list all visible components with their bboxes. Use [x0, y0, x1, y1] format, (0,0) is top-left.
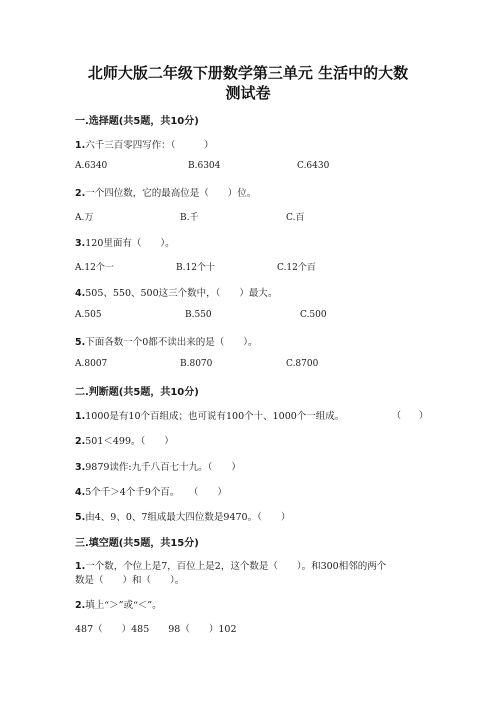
question-number: 1.: [75, 561, 86, 572]
section-heading-fill: 三.填空题(共5题，共15分): [75, 538, 199, 549]
option-a: A.12个一: [75, 263, 114, 273]
option-b: B.6304: [188, 161, 221, 171]
option-b: B.8070: [180, 359, 213, 369]
option-b: B.550: [185, 310, 212, 320]
question-text: 120里面有（ ）。: [85, 238, 175, 249]
question-number: 3.: [75, 238, 86, 249]
section-heading-choice: 一.选择题(共5题，共10分): [75, 116, 199, 127]
question-fill-2-cont: 487（ ）485 98（ ）102: [75, 624, 237, 635]
question-judge-3: [75, 459, 241, 473]
question-fill-1: [75, 558, 386, 572]
question-text: 由4、9、0、7组成最大四位数是9470。（ ）: [85, 512, 291, 523]
question-number: 1.: [75, 140, 86, 151]
question-choice-3: [75, 235, 175, 249]
question-number: 5.: [75, 337, 86, 348]
question-text: 填上“＞”或“＜”。: [85, 600, 162, 611]
question-text: 9879读作:九千八百七十九。（ ）: [85, 462, 241, 473]
option-b: B.12个十: [176, 263, 215, 273]
question-number: 1.: [75, 411, 86, 422]
option-a: A.万: [75, 213, 94, 223]
option-c: C.500: [300, 310, 327, 320]
question-number: 3.: [75, 462, 86, 473]
question-number: 2.: [75, 436, 86, 447]
question-choice-5: [75, 334, 258, 348]
option-c: C.12个百: [277, 263, 316, 273]
question-choice-4: [75, 285, 277, 299]
question-text: 1000是有10个百组成；也可说有100个十、1000个一组成。: [85, 411, 345, 422]
question-text: 下面各数一个0都不读出来的是（ ）。: [85, 337, 258, 348]
question-choice-1: [75, 137, 214, 151]
page-title-line1: 北师大版二年级下册数学第三单元 生活中的大数: [87, 64, 409, 82]
option-c: C.8700: [286, 359, 319, 369]
question-fill-2: [75, 597, 162, 611]
question-text: 505、550、500这三个数中，（ ）最大。: [85, 288, 278, 299]
option-a: A.6340: [75, 161, 108, 171]
question-judge-4: [75, 484, 227, 498]
question-text: 一个四位数，它的最高位是（ ）位。: [85, 188, 257, 199]
option-c: C.百: [286, 213, 305, 223]
question-number: 4.: [75, 487, 86, 498]
question-text: 501＜499。（ ）: [85, 436, 174, 447]
question-choice-2: [75, 185, 256, 199]
page-title-line2: 测试卷: [225, 84, 271, 102]
question-judge-1: [75, 408, 344, 422]
question-number: 2.: [75, 600, 86, 611]
question-text: 5个千＞4个千9个百。 （ ）: [85, 487, 227, 498]
question-number: 5.: [75, 512, 86, 523]
option-c: C.6430: [297, 161, 330, 171]
question-text: 一个数，个位上是7，百位上是2，这个数是（ ）。和300相邻的两个: [85, 561, 387, 572]
option-a: A.8007: [75, 359, 108, 369]
question-number: 4.: [75, 288, 86, 299]
question-fill-1-cont: 数是（ ）和（ ）。: [75, 575, 185, 586]
question-judge-5: [75, 509, 290, 523]
question-judge-2: [75, 433, 174, 447]
answer-paren: （ ）: [392, 411, 429, 421]
option-b: B.千: [180, 213, 199, 223]
section-heading-judge: 二.判断题(共5题，共10分): [75, 387, 199, 398]
question-number: 2.: [75, 188, 86, 199]
option-a: A.505: [75, 310, 102, 320]
question-text: 六千三百零四写作：（ ）: [85, 140, 214, 151]
